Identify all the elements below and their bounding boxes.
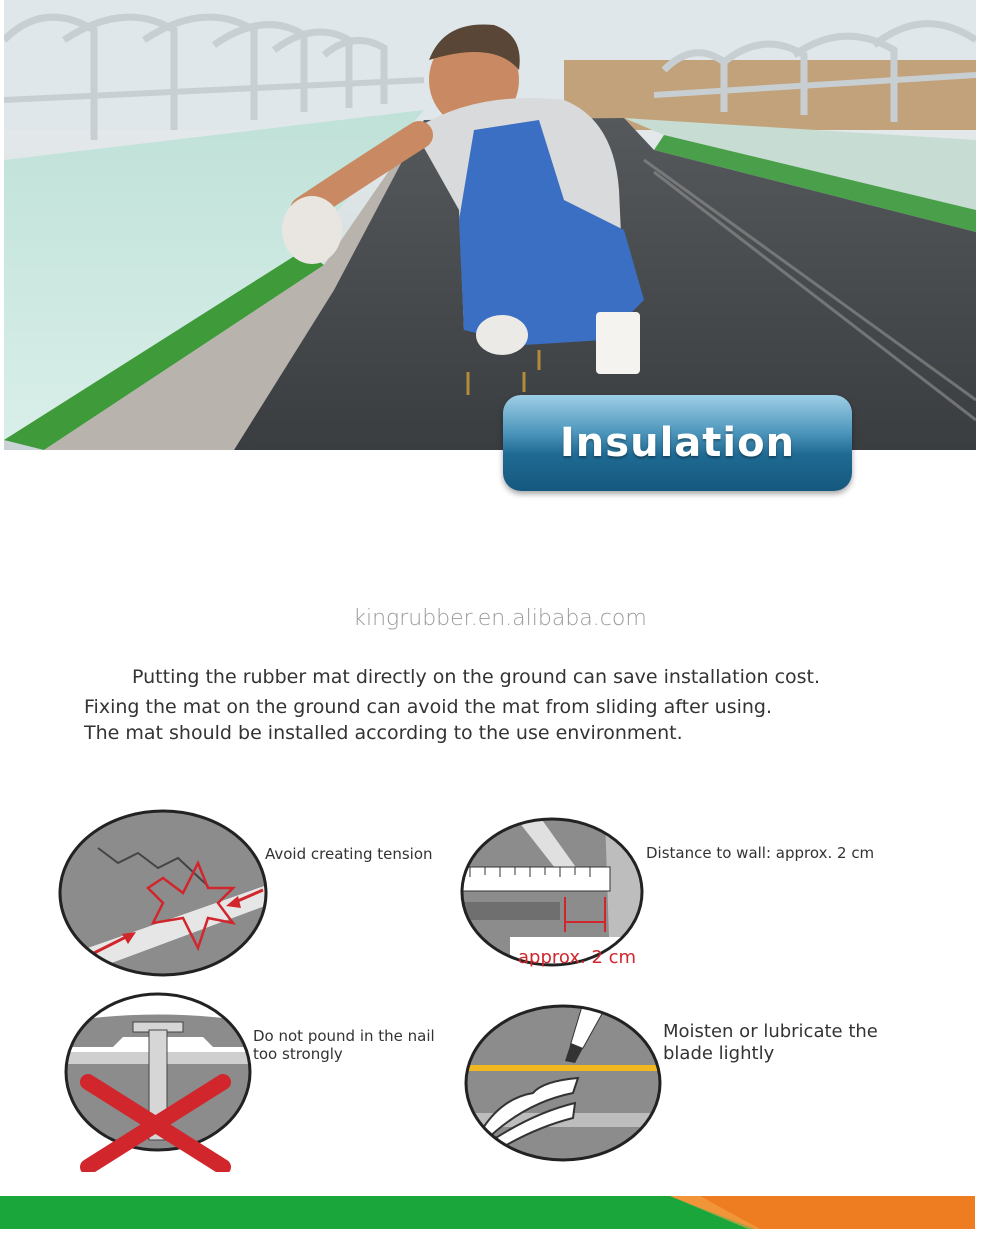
tip-4-caption-line-1: Moisten or lubricate the: [663, 1021, 878, 1042]
bottom-color-bar: [0, 1196, 975, 1229]
tip-3-caption-line-1: Do not pound in the nail: [253, 1027, 435, 1045]
tip-2-caption: Distance to wall: approx. 2 cm: [646, 844, 875, 862]
ruler-icon: [460, 817, 645, 967]
insulation-badge: [503, 395, 852, 491]
cutter-blade-icon: [463, 1003, 663, 1163]
badge-title: Insulation: [559, 420, 796, 466]
tip-2-inset-label: approx. 2 cm: [518, 947, 637, 968]
tip-3-caption-line-2: too strongly: [253, 1045, 343, 1063]
website-url: kingrubber.en.alibaba.com: [353, 606, 647, 631]
tension-warning-icon: [58, 808, 273, 978]
paragraph-line-1: Putting the rubber mat directly on the ground can save installation cost.: [132, 666, 821, 688]
paragraph-line-3: The mat should be installed according to the use environment.: [84, 722, 683, 744]
paragraph-line-2: Fixing the mat on the ground can avoid the mat from sliding after using.: [84, 696, 773, 718]
hero-photo: [4, 0, 976, 450]
tip-1-caption: Avoid creating tension: [265, 845, 433, 863]
tip-4-caption-line-2: blade lightly: [663, 1043, 775, 1064]
nail-cross-icon: [63, 992, 253, 1172]
